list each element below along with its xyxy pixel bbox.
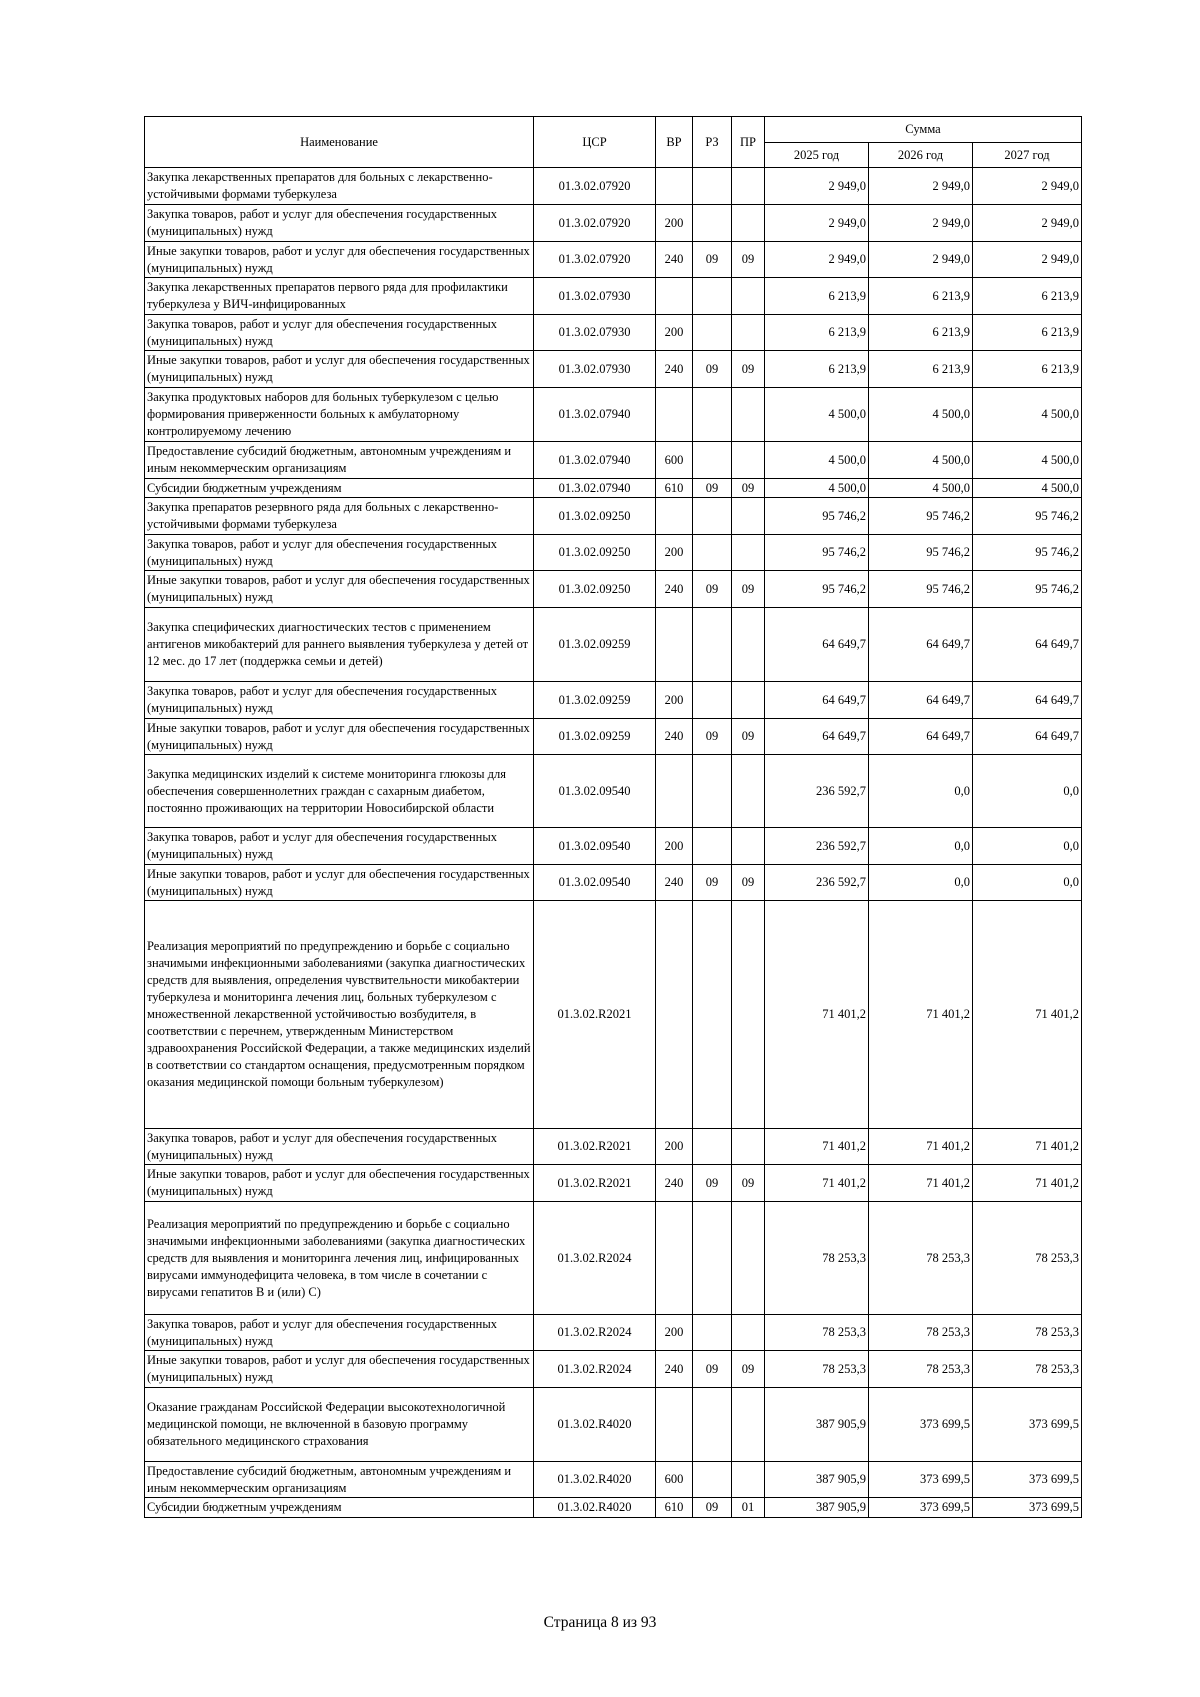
row-pr: 01 [732, 1498, 765, 1518]
table-row [145, 865, 1082, 901]
row-2026: 71 401,2 [869, 1165, 973, 1202]
row-csr: 01.3.02.09540 [534, 865, 656, 901]
row-2027: 71 401,2 [973, 1165, 1082, 1202]
row-rz [693, 442, 732, 479]
row-name: Иные закупки товаров, работ и услуг для обеспечения государственных (муниципальных) нужд [145, 351, 534, 388]
row-csr: 01.3.02.07930 [534, 351, 656, 388]
row-2026: 95 746,2 [869, 498, 973, 535]
row-2027: 0,0 [973, 865, 1082, 901]
row-2026: 78 253,3 [869, 1202, 973, 1315]
row-vr: 200 [656, 315, 693, 351]
row-2026: 71 401,2 [869, 901, 973, 1129]
row-2026: 4 500,0 [869, 388, 973, 442]
row-2027: 71 401,2 [973, 901, 1082, 1129]
row-name: Субсидии бюджетным учреждениям [145, 479, 534, 498]
table-row [145, 351, 1082, 388]
row-rz [693, 755, 732, 828]
row-csr: 01.3.02.R2021 [534, 1129, 656, 1165]
row-2025: 6 213,9 [765, 315, 869, 351]
row-pr: 09 [732, 571, 765, 608]
row-2026: 78 253,3 [869, 1351, 973, 1388]
row-vr: 200 [656, 535, 693, 571]
row-2027: 0,0 [973, 755, 1082, 828]
table-row [145, 442, 1082, 479]
row-2026: 0,0 [869, 755, 973, 828]
table-row [145, 828, 1082, 865]
table-row [145, 498, 1082, 535]
row-csr: 01.3.02.07920 [534, 168, 656, 205]
row-2025: 95 746,2 [765, 571, 869, 608]
row-csr: 01.3.02.09540 [534, 828, 656, 865]
row-pr [732, 205, 765, 242]
row-2026: 373 699,5 [869, 1498, 973, 1518]
header-rz: РЗ [693, 117, 732, 168]
row-vr: 240 [656, 571, 693, 608]
row-rz [693, 315, 732, 351]
header-csr: ЦСР [534, 117, 656, 168]
row-pr [732, 315, 765, 351]
table-body [145, 168, 1082, 1518]
row-csr: 01.3.02.09259 [534, 682, 656, 719]
header-vr: ВР [656, 117, 693, 168]
row-csr: 01.3.02.07930 [534, 278, 656, 315]
row-2027: 373 699,5 [973, 1462, 1082, 1498]
row-name: Реализация мероприятий по предупреждению и борьбе с социально значимыми инфекционными заболеваниями (закупка диагностических средств для выявления и мониторинга лечения лиц, инфицированных вирусами иммунодефицита человека, в том числе в сочетании с вирусами гепатитов В и (или) С) [145, 1202, 534, 1315]
row-vr [656, 498, 693, 535]
row-csr: 01.3.02.R2021 [534, 1165, 656, 1202]
row-rz [693, 498, 732, 535]
row-2026: 2 949,0 [869, 168, 973, 205]
row-2026: 0,0 [869, 828, 973, 865]
row-2026: 2 949,0 [869, 242, 973, 278]
row-vr: 240 [656, 351, 693, 388]
header-pr: ПР [732, 117, 765, 168]
row-rz [693, 1388, 732, 1462]
row-vr [656, 1202, 693, 1315]
row-vr: 200 [656, 205, 693, 242]
row-2025: 387 905,9 [765, 1498, 869, 1518]
row-2025: 78 253,3 [765, 1315, 869, 1351]
row-2025: 71 401,2 [765, 1165, 869, 1202]
row-2027: 0,0 [973, 828, 1082, 865]
row-vr: 240 [656, 1165, 693, 1202]
row-csr: 01.3.02.09250 [534, 498, 656, 535]
row-2027: 6 213,9 [973, 315, 1082, 351]
row-2027: 2 949,0 [973, 168, 1082, 205]
table-row [145, 1165, 1082, 1202]
row-pr [732, 901, 765, 1129]
row-vr: 240 [656, 719, 693, 755]
row-csr: 01.3.02.R2024 [534, 1315, 656, 1351]
table-row [145, 1351, 1082, 1388]
row-csr: 01.3.02.R2021 [534, 901, 656, 1129]
row-pr [732, 278, 765, 315]
row-pr [732, 608, 765, 682]
row-name: Закупка товаров, работ и услуг для обеспечения государственных (муниципальных) нужд [145, 682, 534, 719]
row-csr: 01.3.02.09259 [534, 719, 656, 755]
row-rz [693, 168, 732, 205]
table-row [145, 1388, 1082, 1462]
row-2026: 4 500,0 [869, 442, 973, 479]
row-name: Иные закупки товаров, работ и услуг для обеспечения государственных (муниципальных) нужд [145, 242, 534, 278]
row-name: Предоставление субсидий бюджетным, автономным учреждениям и иным некоммерческим организациям [145, 442, 534, 479]
row-2025: 64 649,7 [765, 682, 869, 719]
row-rz: 09 [693, 865, 732, 901]
row-csr: 01.3.02.07930 [534, 315, 656, 351]
row-name: Закупка продуктовых наборов для больных туберкулезом с целью формирования приверженности больных к амбулаторному контролируемому лечению [145, 388, 534, 442]
table-row [145, 755, 1082, 828]
row-pr: 09 [732, 479, 765, 498]
row-vr [656, 278, 693, 315]
row-rz [693, 608, 732, 682]
row-2025: 6 213,9 [765, 278, 869, 315]
row-2026: 95 746,2 [869, 571, 973, 608]
row-csr: 01.3.02.07940 [534, 388, 656, 442]
table-row [145, 278, 1082, 315]
row-vr: 610 [656, 479, 693, 498]
row-vr [656, 608, 693, 682]
row-rz: 09 [693, 351, 732, 388]
row-2025: 236 592,7 [765, 865, 869, 901]
row-rz [693, 205, 732, 242]
row-2027: 78 253,3 [973, 1315, 1082, 1351]
row-rz [693, 535, 732, 571]
table-row [145, 1498, 1082, 1518]
table-header [145, 117, 1082, 168]
table-row [145, 719, 1082, 755]
row-2025: 95 746,2 [765, 535, 869, 571]
row-rz [693, 682, 732, 719]
row-2025: 71 401,2 [765, 1129, 869, 1165]
row-rz [693, 828, 732, 865]
row-rz: 09 [693, 1165, 732, 1202]
row-pr [732, 1129, 765, 1165]
row-2027: 2 949,0 [973, 205, 1082, 242]
row-2027: 95 746,2 [973, 571, 1082, 608]
row-2026: 64 649,7 [869, 608, 973, 682]
row-pr: 09 [732, 1165, 765, 1202]
page-number: Страница 8 из 93 [543, 1614, 657, 1631]
row-vr: 240 [656, 865, 693, 901]
row-2025: 95 746,2 [765, 498, 869, 535]
row-2027: 4 500,0 [973, 479, 1082, 498]
row-name: Иные закупки товаров, работ и услуг для обеспечения государственных (муниципальных) нужд [145, 719, 534, 755]
row-2025: 4 500,0 [765, 479, 869, 498]
row-2025: 64 649,7 [765, 608, 869, 682]
row-pr [732, 388, 765, 442]
row-name: Закупка медицинских изделий к системе мониторинга глюкозы для обеспечения совершеннолетних граждан с сахарным диабетом, постоянно проживающих на территории Новосибирской области [145, 755, 534, 828]
row-name: Закупка товаров, работ и услуг для обеспечения государственных (муниципальных) нужд [145, 1315, 534, 1351]
row-2026: 64 649,7 [869, 682, 973, 719]
row-name: Закупка лекарственных препаратов первого ряда для профилактики туберкулеза у ВИЧ-инфицированных [145, 278, 534, 315]
row-csr: 01.3.02.09250 [534, 535, 656, 571]
row-pr [732, 168, 765, 205]
table-row [145, 1129, 1082, 1165]
table-row [145, 315, 1082, 351]
row-name: Иные закупки товаров, работ и услуг для обеспечения государственных (муниципальных) нужд [145, 865, 534, 901]
row-2027: 95 746,2 [973, 498, 1082, 535]
row-2026: 71 401,2 [869, 1129, 973, 1165]
row-2025: 236 592,7 [765, 828, 869, 865]
row-rz [693, 278, 732, 315]
row-csr: 01.3.02.09540 [534, 755, 656, 828]
row-2026: 0,0 [869, 865, 973, 901]
row-name: Иные закупки товаров, работ и услуг для обеспечения государственных (муниципальных) нужд [145, 1351, 534, 1388]
row-2027: 2 949,0 [973, 242, 1082, 278]
row-pr: 09 [732, 242, 765, 278]
table-row [145, 1315, 1082, 1351]
row-pr: 09 [732, 719, 765, 755]
row-name: Иные закупки товаров, работ и услуг для обеспечения государственных (муниципальных) нужд [145, 571, 534, 608]
row-2025: 4 500,0 [765, 388, 869, 442]
row-2026: 4 500,0 [869, 479, 973, 498]
row-2027: 64 649,7 [973, 682, 1082, 719]
row-rz: 09 [693, 571, 732, 608]
table-row [145, 1462, 1082, 1498]
row-2027: 64 649,7 [973, 719, 1082, 755]
row-2025: 78 253,3 [765, 1351, 869, 1388]
table-row [145, 479, 1082, 498]
row-2025: 71 401,2 [765, 901, 869, 1129]
row-name: Закупка препаратов резервного ряда для больных с лекарственно-устойчивыми формами туберкулеза [145, 498, 534, 535]
row-pr: 09 [732, 865, 765, 901]
row-rz: 09 [693, 1351, 732, 1388]
row-rz [693, 1462, 732, 1498]
row-pr: 09 [732, 1351, 765, 1388]
row-name: Закупка товаров, работ и услуг для обеспечения государственных (муниципальных) нужд [145, 535, 534, 571]
row-vr: 200 [656, 1129, 693, 1165]
row-pr [732, 1388, 765, 1462]
row-vr [656, 755, 693, 828]
row-pr: 09 [732, 351, 765, 388]
row-2027: 78 253,3 [973, 1351, 1082, 1388]
row-rz: 09 [693, 242, 732, 278]
row-rz [693, 1129, 732, 1165]
row-name: Предоставление субсидий бюджетным, автономным учреждениям и иным некоммерческим организациям [145, 1462, 534, 1498]
row-2027: 64 649,7 [973, 608, 1082, 682]
row-vr [656, 388, 693, 442]
row-vr [656, 901, 693, 1129]
row-2027: 6 213,9 [973, 351, 1082, 388]
row-pr [732, 442, 765, 479]
row-pr [732, 1202, 765, 1315]
table-row [145, 901, 1082, 1129]
row-2025: 4 500,0 [765, 442, 869, 479]
row-name: Закупка товаров, работ и услуг для обеспечения государственных (муниципальных) нужд [145, 315, 534, 351]
row-csr: 01.3.02.09259 [534, 608, 656, 682]
row-2026: 78 253,3 [869, 1315, 973, 1351]
row-rz [693, 1315, 732, 1351]
row-2025: 64 649,7 [765, 719, 869, 755]
row-name: Закупка специфических диагностических тестов с применением антигенов микобактерий для раннего выявления туберкулеза у детей от 12 мес. до 17 лет (поддержка семьи и детей) [145, 608, 534, 682]
row-2026: 373 699,5 [869, 1462, 973, 1498]
table-row [145, 242, 1082, 278]
row-2025: 387 905,9 [765, 1462, 869, 1498]
table-row [145, 535, 1082, 571]
row-vr: 600 [656, 1462, 693, 1498]
row-2027: 6 213,9 [973, 278, 1082, 315]
header-sum: Сумма [765, 117, 1082, 143]
row-csr: 01.3.02.R2024 [534, 1351, 656, 1388]
row-csr: 01.3.02.09250 [534, 571, 656, 608]
row-csr: 01.3.02.07920 [534, 242, 656, 278]
row-2027: 71 401,2 [973, 1129, 1082, 1165]
row-pr [732, 1462, 765, 1498]
row-vr: 610 [656, 1498, 693, 1518]
row-2025: 2 949,0 [765, 205, 869, 242]
row-pr [732, 828, 765, 865]
row-2027: 4 500,0 [973, 442, 1082, 479]
row-vr: 240 [656, 1351, 693, 1388]
row-csr: 01.3.02.07920 [534, 205, 656, 242]
row-2026: 6 213,9 [869, 351, 973, 388]
row-name: Оказание гражданам Российской Федерации высокотехнологичной медицинской помощи, не включенной в базовую программу обязательного медицинского страхования [145, 1388, 534, 1462]
row-pr [732, 755, 765, 828]
table-row [145, 205, 1082, 242]
row-2027: 373 699,5 [973, 1498, 1082, 1518]
row-2027: 373 699,5 [973, 1388, 1082, 1462]
row-name: Субсидии бюджетным учреждениям [145, 1498, 534, 1518]
table-row [145, 571, 1082, 608]
row-vr [656, 168, 693, 205]
row-csr: 01.3.02.07940 [534, 479, 656, 498]
row-2026: 64 649,7 [869, 719, 973, 755]
row-2025: 2 949,0 [765, 168, 869, 205]
row-vr: 600 [656, 442, 693, 479]
row-2026: 6 213,9 [869, 278, 973, 315]
row-vr: 200 [656, 1315, 693, 1351]
header-2025: 2025 год [765, 143, 869, 168]
row-rz [693, 388, 732, 442]
row-2025: 387 905,9 [765, 1388, 869, 1462]
row-2027: 78 253,3 [973, 1202, 1082, 1315]
row-rz: 09 [693, 479, 732, 498]
row-2026: 2 949,0 [869, 205, 973, 242]
row-vr [656, 1388, 693, 1462]
row-pr [732, 1315, 765, 1351]
row-csr: 01.3.02.R2024 [534, 1202, 656, 1315]
row-csr: 01.3.02.R4020 [534, 1388, 656, 1462]
header-name: Наименование [145, 117, 534, 168]
row-csr: 01.3.02.R4020 [534, 1498, 656, 1518]
header-2026: 2026 год [869, 143, 973, 168]
row-rz: 09 [693, 719, 732, 755]
row-csr: 01.3.02.R4020 [534, 1462, 656, 1498]
row-name: Закупка лекарственных препаратов для больных с лекарственно-устойчивыми формами туберкулеза [145, 168, 534, 205]
table-row [145, 682, 1082, 719]
row-name: Закупка товаров, работ и услуг для обеспечения государственных (муниципальных) нужд [145, 1129, 534, 1165]
row-2026: 373 699,5 [869, 1388, 973, 1462]
row-rz [693, 1202, 732, 1315]
row-name: Закупка товаров, работ и услуг для обеспечения государственных (муниципальных) нужд [145, 205, 534, 242]
row-vr: 200 [656, 828, 693, 865]
row-2025: 6 213,9 [765, 351, 869, 388]
header-2027: 2027 год [973, 143, 1082, 168]
row-pr [732, 535, 765, 571]
row-2027: 4 500,0 [973, 388, 1082, 442]
row-name: Закупка товаров, работ и услуг для обеспечения государственных (муниципальных) нужд [145, 828, 534, 865]
row-name: Иные закупки товаров, работ и услуг для обеспечения государственных (муниципальных) нужд [145, 1165, 534, 1202]
row-vr: 240 [656, 242, 693, 278]
row-pr [732, 498, 765, 535]
row-2026: 6 213,9 [869, 315, 973, 351]
table-row [145, 1202, 1082, 1315]
row-2025: 2 949,0 [765, 242, 869, 278]
row-2025: 78 253,3 [765, 1202, 869, 1315]
row-2027: 95 746,2 [973, 535, 1082, 571]
row-rz: 09 [693, 1498, 732, 1518]
row-name: Реализация мероприятий по предупреждению и борьбе с социально значимыми инфекционными заболеваниями (закупка диагностических средств для выявления, определения чувствительности микобактерии туберкулеза и мониторинга лечения лиц, больных туберкулезом с множественной лекарственной устойчивостью возбудителя, в соответствии с перечнем, утвержденным Министерством здравоохранения Российской Федерации, а также медицинских изделий в соответствии со стандартом оснащения, предусмотренным порядком оказания медицинской помощи больным туберкулезом) [145, 901, 534, 1129]
row-rz [693, 901, 732, 1129]
row-csr: 01.3.02.07940 [534, 442, 656, 479]
budget-table [144, 116, 1082, 1518]
table-row [145, 608, 1082, 682]
table-row [145, 168, 1082, 205]
row-2025: 236 592,7 [765, 755, 869, 828]
row-vr: 200 [656, 682, 693, 719]
table-row [145, 388, 1082, 442]
row-2026: 95 746,2 [869, 535, 973, 571]
row-pr [732, 682, 765, 719]
